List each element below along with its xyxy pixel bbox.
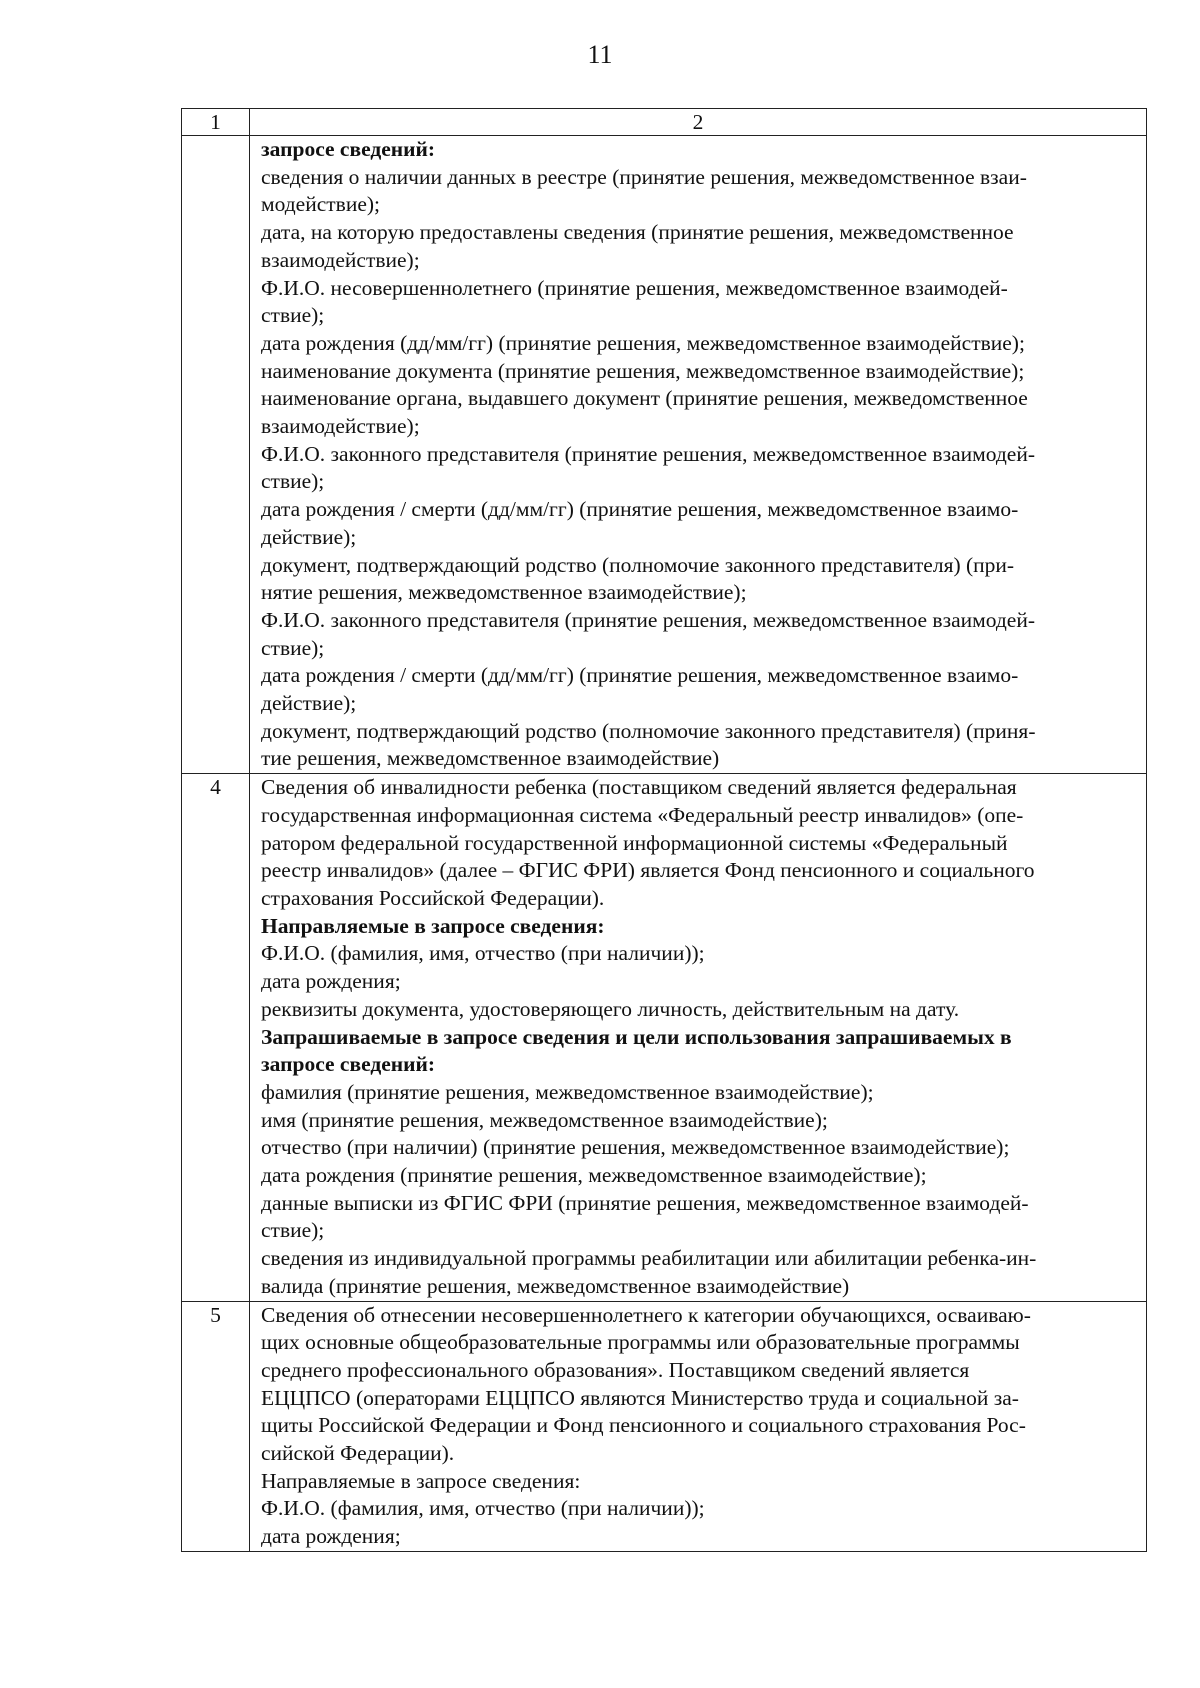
text-line: Ф.И.О. (фамилия, имя, отчество (при наличии)); [261,941,705,966]
text-line: государственная информационная система «Федеральный реестр инвалидов» (опе- [261,802,1024,827]
text-line: взаимодействие); [261,247,420,272]
text-line: Ф.И.О. законного представителя (принятие решения, межведомственное взаимодей- [261,607,1036,632]
text-line: документ, подтверждающий родство (полномочие законного представителя) (при- [261,552,1015,577]
row-number-cell [182,136,250,774]
text-line: Направляемые в запросе сведения: [261,1468,581,1493]
text-line: взаимодействие); [261,414,420,439]
text-line: дата рождения (принятие решения, межведомственное взаимодействие); [261,1163,927,1188]
text-line: документ, подтверждающий родство (полномочие законного представителя) (приня- [261,718,1036,743]
text-line: тие решения, межведомственное взаимодействие) [261,746,720,771]
text-line: реквизиты документа, удостоверяющего личность, действительным на дату. [261,996,960,1021]
text-line: среднего профессионального образования». Поставщиком сведений является [261,1357,970,1382]
text-line: модействие); [261,192,380,217]
text-line: действие); [261,691,357,716]
table-row [182,1301,1147,1551]
text-line: сведения из индивидуальной программы реабилитации или абилитации ребенка-ин- [261,1246,1037,1271]
text-line: ствие); [261,303,325,328]
column-number-header: 1 [182,109,250,136]
text-line: отчество (при наличии) (принятие решения, межведомственное взаимодействие); [261,1135,1010,1160]
text-line: имя (принятие решения, межведомственное взаимодействие); [261,1107,828,1132]
text-line: сийской Федерации). [261,1441,455,1466]
text-line: щиты Российской Федерации и Фонд пенсионного и социального страхования Рос- [261,1413,1026,1438]
text-line: нятие решения, межведомственное взаимодействие); [261,580,747,605]
row-content-cell [250,136,1147,774]
table-row [182,774,1147,1301]
text-line: реестр инвалидов» (далее – ФГИС ФРИ) является Фонд пенсионного и социального [261,858,1035,883]
text-line: дата рождения; [261,1524,401,1549]
row-number-cell: 5 [182,1301,250,1551]
text-line: данные выписки из ФГИС ФРИ (принятие решения, межведомственное взаимодей- [261,1190,1029,1215]
text-line: дата рождения / смерти (дд/мм/гг) (принятие решения, межведомственное взаимо- [261,497,1019,522]
text-line: действие); [261,524,357,549]
text-line: валида (принятие решения, межведомственное взаимодействие) [261,1273,850,1298]
text-line: Ф.И.О. несовершеннолетнего (принятие решения, межведомственное взаимодей- [261,275,1008,300]
text-line: ЕЦЦПСО (операторами ЕЦЦПСО являются Министерство труда и социальной за- [261,1385,1019,1410]
text-line: ствие); [261,1218,325,1243]
text-line: дата рождения; [261,969,401,994]
row-number-cell: 4 [182,774,250,1301]
text-line: наименование документа (принятие решения, межведомственное взаимодействие); [261,358,1025,383]
section-heading-line: Запрашиваемые в запросе сведения и цели использования запрашиваемых в [261,1024,1012,1049]
text-line: сведения о наличии данных в реестре (принятие решения, межведомственное взаи- [261,164,1027,189]
text-line: Ф.И.О. законного представителя (принятие решения, межведомственное взаимодей- [261,441,1036,466]
column-content-header: 2 [250,109,1147,136]
text-line: Сведения об инвалидности ребенка (поставщиком сведений является федеральная [261,775,1017,800]
text-line: ствие); [261,469,325,494]
table-header-row [182,109,1147,136]
text-line: фамилия (принятие решения, межведомственное взаимодействие); [261,1079,874,1104]
document-table [181,108,1147,1552]
text-line: Ф.И.О. (фамилия, имя, отчество (при наличии)); [261,1496,705,1521]
row-content-cell [250,774,1147,1301]
section-heading-line: Направляемые в запросе сведения: [261,913,605,938]
page-number: 11 [587,40,613,69]
text-line: ратором федеральной государственной информационной системы «Федеральный [261,830,1008,855]
text-line: ствие); [261,635,325,660]
section-heading-line: запросе сведений: [261,137,436,161]
row-content-cell [250,1301,1147,1551]
text-line: страхования Российской Федерации). [261,885,605,910]
text-line: дата рождения / смерти (дд/мм/гг) (принятие решения, межведомственное взаимо- [261,663,1019,688]
table-row [182,136,1147,774]
section-heading-line: запросе сведений: [261,1052,436,1077]
text-line: дата, на которую предоставлены сведения (принятие решения, межведомственное [261,220,1014,245]
text-line: дата рождения (дд/мм/гг) (принятие решения, межведомственное взаимодействие); [261,330,1025,355]
text-line: Сведения об отнесении несовершеннолетнего к категории обучающихся, осваиваю- [261,1302,1031,1327]
text-line: наименование органа, выдавшего документ (принятие решения, межведомственное [261,386,1028,411]
text-line: щих основные общеобразовательные программы или образовательные программы [261,1330,1020,1355]
